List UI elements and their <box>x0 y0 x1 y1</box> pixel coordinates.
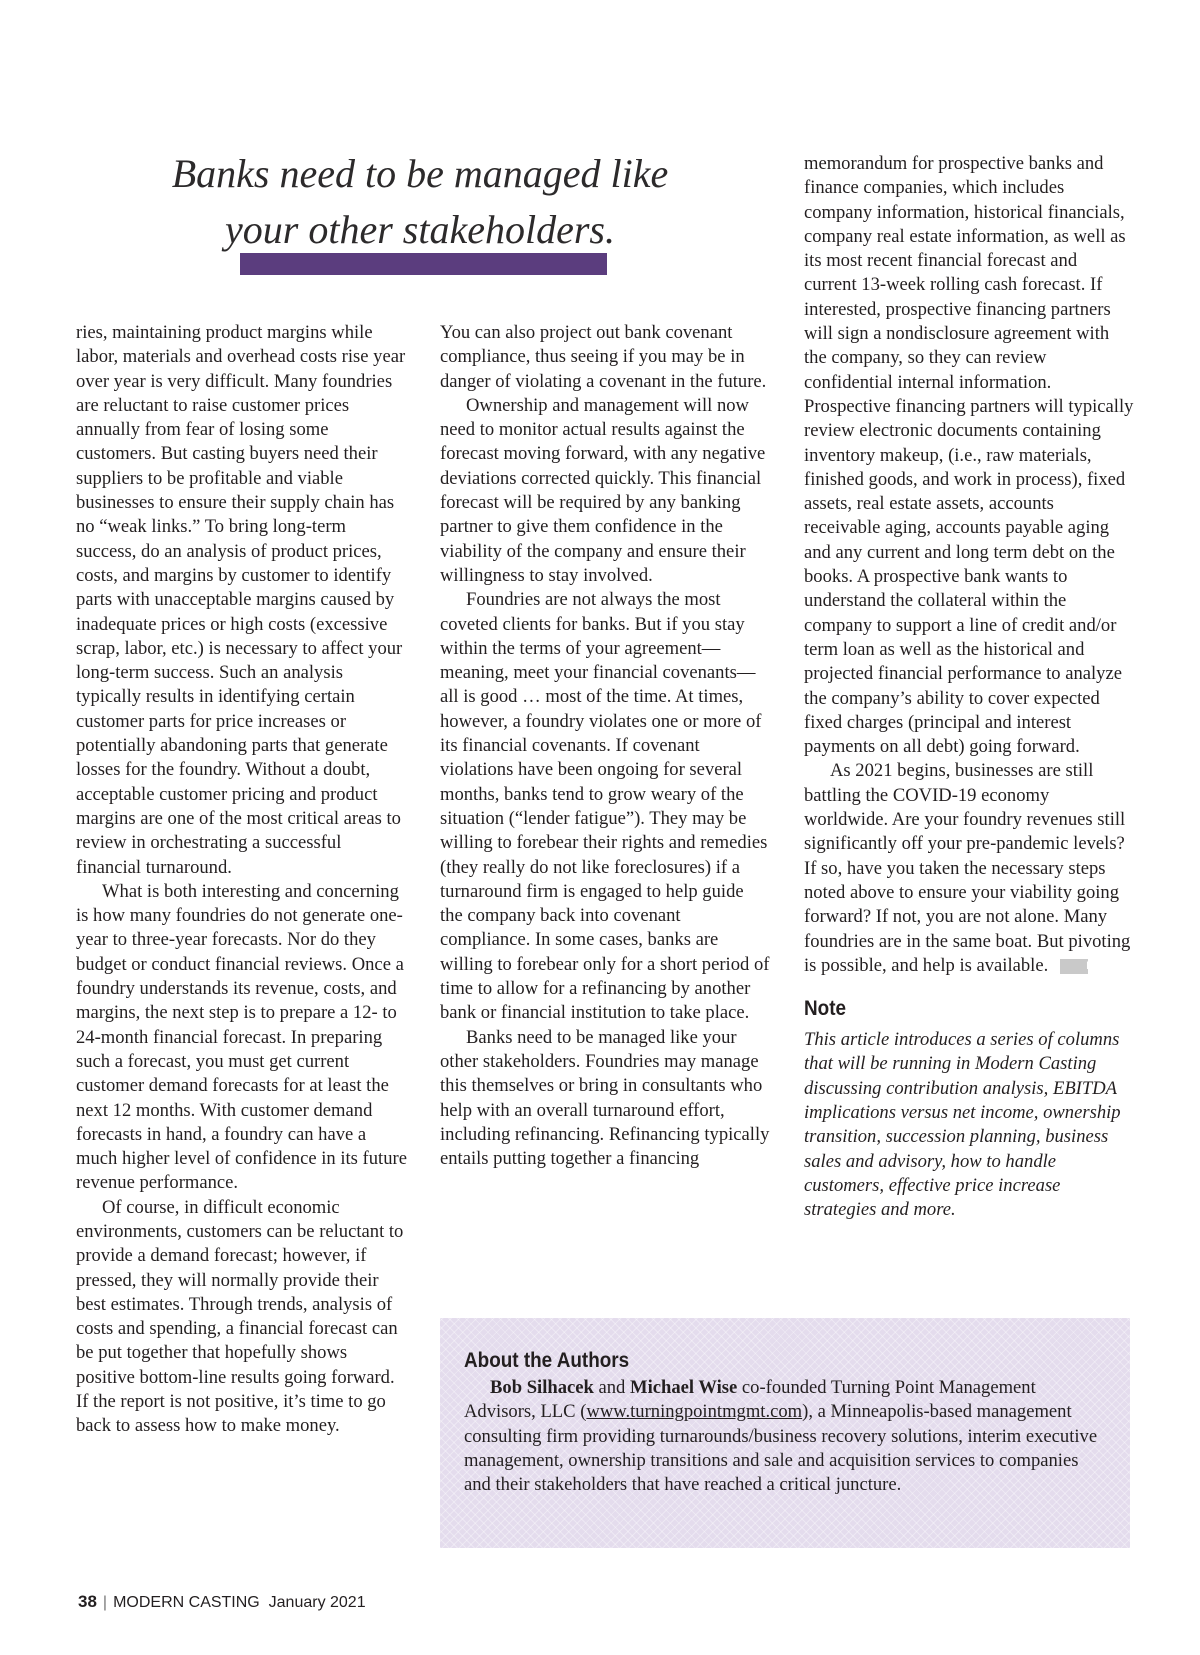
column-2-paragraph-3: Foundries are not always the most coveted clients for banks. But if you stay within the terms of your agreement—meaning, meet your financial covenants—all is good … most of the time. At times, however, a foundry violates one or more of its financial covenants. If covenant violations have been ongoing for several months, banks tend to grow weary of the situation (“lender fatigue”). They may be willing to forebear their rights and remedies (they really do not like foreclosures) if a turnaround firm is engaged to help guide the company back into covenant compliance. In some cases, banks are willing to forebear only for a short period of time to allow for a refinancing by another bank or financial institution to take place. <box>440 589 770 1024</box>
column-3-paragraph-2 <box>804 759 1134 978</box>
authors-text-a: co-founded Turning Point Management Advisors, LLC ( <box>464 1377 1036 1423</box>
article-column-3 <box>804 152 1134 1222</box>
pull-quote <box>160 146 680 258</box>
end-mark-logo: MC <box>1060 959 1088 974</box>
column-3-paragraph-1: memorandum for prospective banks and finance companies, which includes company information, historical financials, company real estate information, as well as its most recent financial forecast and current 13-week rolling cash forecast. If interested, prospective financing partners will sign a nondisclosure agreement with the company, so they can review confidential internal information. Prospective financing partners will typically review electronic documents containing inventory makeup, (i.e., raw materials, finished goods, and work in process), fixed assets, real estate assets, accounts receivable aging, accounts payable aging and any current and long term debt on the books. A prospective bank wants to understand the collateral within the company to support a line of credit and/or term loan as well as the historical and projected financial performance to analyze the company’s ability to cover expected fixed charges (principal and interest payments on all debt) going forward. <box>804 153 1134 758</box>
pull-quote-line-1: Banks need to be managed like <box>171 151 669 196</box>
authors-and: and <box>593 1377 631 1398</box>
pull-quote-bar <box>240 253 607 275</box>
note-text: This article introduces a series of columns that will be running in Modern Casting discussing contribution analysis, EBITDA implications versus net income, ownership transition, succession planning, business sales and advisory, how to handle customers, effective price increase strategies and more. <box>804 1029 1121 1221</box>
column-2-paragraph-4: Banks need to be managed like your other stakeholders. Foundries may manage this themselves or bring in consultants who help with an overall turnaround effort, including refinancing. Refinancing typically entails putting together a financing <box>440 1026 770 1170</box>
about-authors-box <box>440 1318 1130 1548</box>
authors-text-b: ), a Minneapolis-based management consulting firm providing turnarounds/business recovery solutions, interim executive management, ownership transitions and sale and acquisition services to companies and their stakeholders that have reached a critical juncture. <box>464 1401 1098 1496</box>
company-website-link[interactable]: www.turningpointmgmt.com <box>586 1401 803 1423</box>
issue-date: January 2021 <box>268 1594 366 1611</box>
column-1-paragraph-1: ries, maintaining product margins while labor, materials and overhead costs rise year over year is very difficult. Many foundries are reluctant to raise customer prices annually from fear of losing some customers. But casting buyers need their suppliers to be profitable and viable businesses to ensure their supply chain has no “weak links.” To bring long-term success, do an analysis of product prices, costs, and margins by customer to identify parts with unacceptable margins caused by inadequate prices or high costs (excessive scrap, labor, etc.) is necessary to affect your long-term success. Such an analysis typically results in identifying certain customer parts for price increases or potentially abandoning parts that generate losses for the foundry. Without a doubt, acceptable customer pricing and product margins are one of the most critical areas to review in orchestrating a successful financial turnaround. <box>76 322 406 878</box>
article-column-2 <box>440 321 770 1171</box>
column-3-paragraph-2-text: As 2021 begins, businesses are still battling the COVID-19 economy worldwide. Are your foundry revenues still significantly off your pre-pandemic levels? If so, have you taken the necessary steps noted above to ensure your viability going forward? If not, you are not alone. Many foundries are in the same boat. But pivoting is possible, and help is available. <box>804 760 1131 976</box>
author-name-1: Bob Silhacek <box>490 1377 594 1398</box>
about-authors-heading: About the Authors <box>464 1349 630 1372</box>
author-name-2: Michael Wise <box>630 1377 738 1398</box>
note-heading: Note <box>804 997 847 1021</box>
about-authors-text <box>464 1376 1106 1497</box>
column-1-paragraph-3: Of course, in difficult economic environments, customers can be reluctant to provide a demand forecast; however, if pressed, they will normally provide their best estimates. Through trends, analysis of costs and spending, a financial forecast can be put together that hopefully shows positive bottom-line results going forward. If the report is not positive, it’s time to go back to assess how to make money. <box>76 1196 404 1437</box>
column-1-paragraph-2: What is both interesting and concerning is how many foundries do not generate one-year to three-year forecasts. Nor do they budget or conduct financial reviews. Once a foundry understands its revenue, costs, and margins, the next step is to prepare a 12- to 24-month financial forecast. In preparing such a forecast, you must get current customer demand forecasts for at least the next 12 months. With customer demand forecasts in hand, a foundry can have a much higher level of confidence in its future revenue performance. <box>76 880 407 1194</box>
page-number: 38 <box>78 1592 97 1611</box>
publication-name: MODERN CASTING <box>113 1594 260 1611</box>
footer-separator: | <box>102 1594 108 1611</box>
page-footer <box>78 1592 366 1612</box>
pull-quote-line-2: your other stakeholders. <box>225 207 615 252</box>
column-2-paragraph-1: You can also project out bank covenant compliance, thus seeing if you may be in danger of violating a covenant in the future. <box>440 322 767 392</box>
article-column-1 <box>76 321 408 1439</box>
column-2-paragraph-2: Ownership and management will now need to monitor actual results against the forecast moving forward, with any negative deviations corrected quickly. This financial forecast will be required by any banking partner to give them confidence in the viability of the company and ensure their willingness to stay involved. <box>440 394 766 586</box>
